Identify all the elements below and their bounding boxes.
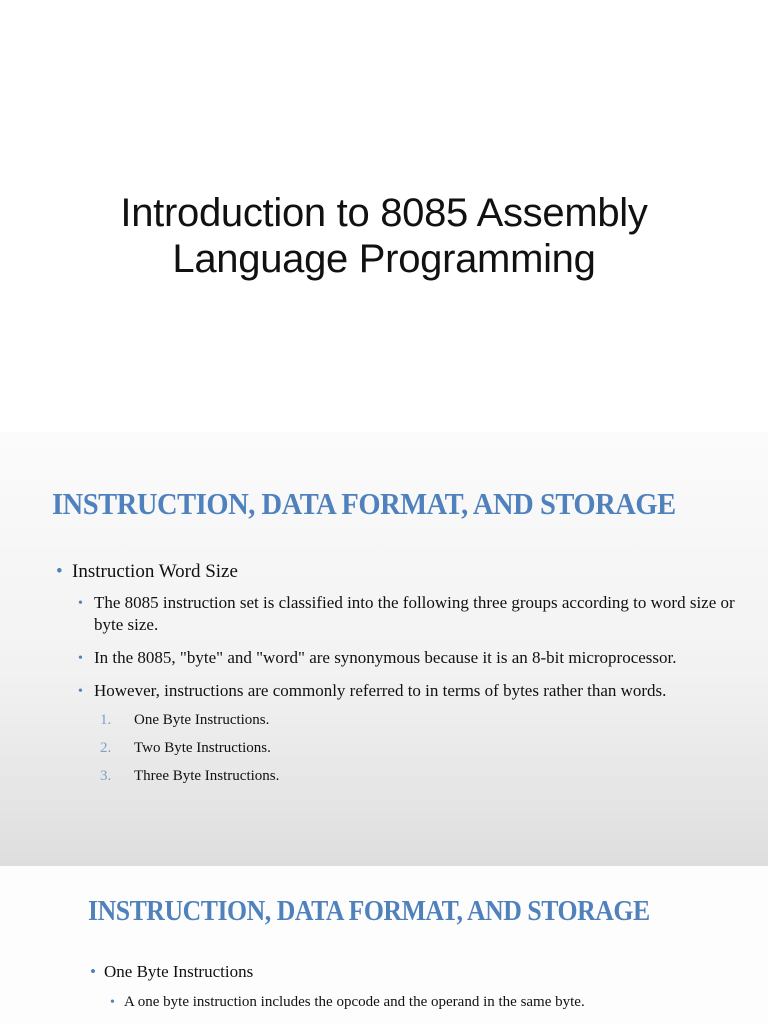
bullet-icon: • xyxy=(78,596,83,611)
sub-bullet-item xyxy=(110,992,750,1012)
item-text: Two Byte Instructions. xyxy=(134,740,271,756)
sub-bullet-item xyxy=(78,680,736,702)
bullet-item xyxy=(56,560,736,584)
bullet-icon: • xyxy=(90,962,96,981)
sub-bullet-text: The 8085 instruction set is classified into the following three groups according to word size or byte size. xyxy=(94,593,735,634)
bullet-text: One Byte Instructions xyxy=(104,962,254,981)
item-text: Three Byte Instructions. xyxy=(134,768,280,784)
slide-title-line-2: Language Programming xyxy=(172,237,596,281)
bullet-text: Instruction Word Size xyxy=(72,561,238,582)
slide-heading: INSTRUCTION, DATA FORMAT, AND STORAGE xyxy=(52,486,676,521)
bullet-list xyxy=(90,961,750,1012)
numbered-item xyxy=(100,738,736,758)
sub-bullet-text: In the 8085, "byte" and "word" are synonymous because it is an 8-bit microprocessor. xyxy=(94,648,677,667)
title-slide xyxy=(0,0,768,432)
slide-title xyxy=(0,190,768,282)
bullet-icon: • xyxy=(110,995,115,1010)
bullet-item xyxy=(90,961,750,983)
numbered-item xyxy=(100,766,736,786)
bullet-icon: • xyxy=(78,651,83,666)
slide-title-line-1: Introduction to 8085 Assembly xyxy=(120,191,648,235)
slide-heading: INSTRUCTION, DATA FORMAT, AND STORAGE xyxy=(88,896,650,927)
sub-bullet-item xyxy=(78,647,736,669)
one-byte-instructions-slide xyxy=(0,866,768,1024)
item-number: 2. xyxy=(100,740,112,756)
item-number: 3. xyxy=(100,768,112,784)
numbered-list xyxy=(100,710,736,786)
sub-bullet-text: However, instructions are commonly referred to in terms of bytes rather than words. xyxy=(94,681,667,700)
instruction-word-size-slide xyxy=(0,432,768,866)
sub-bullet-text: A one byte instruction includes the opcode and the operand in the same byte. xyxy=(124,994,585,1010)
numbered-item xyxy=(100,710,736,730)
bullet-icon: • xyxy=(78,684,83,699)
item-text: One Byte Instructions. xyxy=(134,712,270,728)
bullet-list xyxy=(56,560,736,786)
item-number: 1. xyxy=(100,712,112,728)
sub-bullet-item xyxy=(78,592,736,636)
bullet-icon: • xyxy=(56,561,63,582)
